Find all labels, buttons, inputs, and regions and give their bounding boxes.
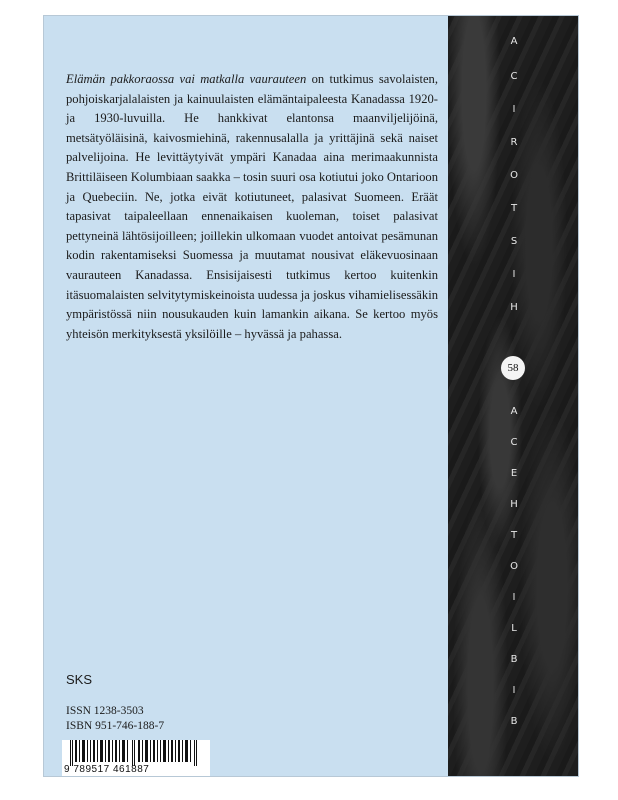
spine-letter: C (510, 71, 518, 82)
spine-letter: I (512, 269, 516, 280)
isbn-label: ISBN 951-746-188-7 (66, 720, 165, 732)
barcode-bars (62, 740, 210, 766)
book-title-italic: Elämän pakkoraossa vai matkalla vaurauteen (66, 72, 307, 86)
series-spine-text (503, 36, 525, 756)
series-number-badge: 58 (501, 356, 525, 380)
issn-label: ISSN 1238-3503 (66, 705, 144, 717)
spine-letter: I (512, 592, 516, 603)
spine-letter: E (510, 468, 518, 479)
spine-letter: L (511, 623, 517, 634)
spine-letter: B (510, 654, 518, 665)
series-letters-bottom (503, 406, 525, 727)
spine-letter: S (510, 236, 518, 247)
spine-letter: B (510, 716, 518, 727)
spine-letter: C (510, 437, 518, 448)
spine-letter: H (510, 499, 518, 510)
spine-letter: T (510, 203, 518, 214)
spine-letter: A (510, 36, 518, 47)
spine-letter: A (510, 406, 518, 417)
spine-letter: O (510, 561, 518, 572)
spine-letter: I (512, 685, 516, 696)
spine-letter: O (510, 170, 518, 181)
blurb-text: on tutkimus savolaisten, pohjoiskarjalalaisten ja kainuulaisten elämäntaipaleesta Kanadassa 1920- ja 1930-luvuilla. He hankkivat elantonsa maanviljelijöinä, metsätyöläisinä, kaivosmiehinä, rakennusalalla ja yrittäjinä sekä naiset palvelijoina. He levittäytyivät ympäri Kanadaa aina merimaakunnista Brittiläiseen Kolumbiaan saakka – tosin suuri osa kotiutui joko Ontarioon ja Quebeciin. Ne, jotka eivät kotiutuneet, palasivat Suomeen. Eräät tapasivat taipaleellaan ennenaikaisen kuoleman, toiset palasivat pettyneinä lähtösijoilleen; joillekin ulkomaan vuodet antoivat pesämunan kodin rakentamiseksi Suomessa ja muutamat nousivat eläkevuosinaan vaurauteen Kanadassa. Ensisijaisesti tutkimus kertoo kuitenkin itäsuomalaisten selvitytymiskeinoista uudessa ja joskus vihamielisessäkin ympäristössä niin nousukauden kuin lamankin aikana. Se kertoo myös yhteisön merkityksestä yksilöille – hyvässä ja pahassa. (66, 72, 439, 341)
spine-letter: R (510, 137, 518, 148)
spine-letter: H (510, 302, 518, 313)
series-letters-top (503, 36, 525, 313)
publisher-label: SKS (66, 672, 93, 687)
spine-letter: T (510, 530, 518, 541)
back-cover-blurb (66, 70, 438, 344)
barcode-number: 9 789517 461887 (64, 764, 150, 775)
spine-letter: I (512, 104, 516, 115)
